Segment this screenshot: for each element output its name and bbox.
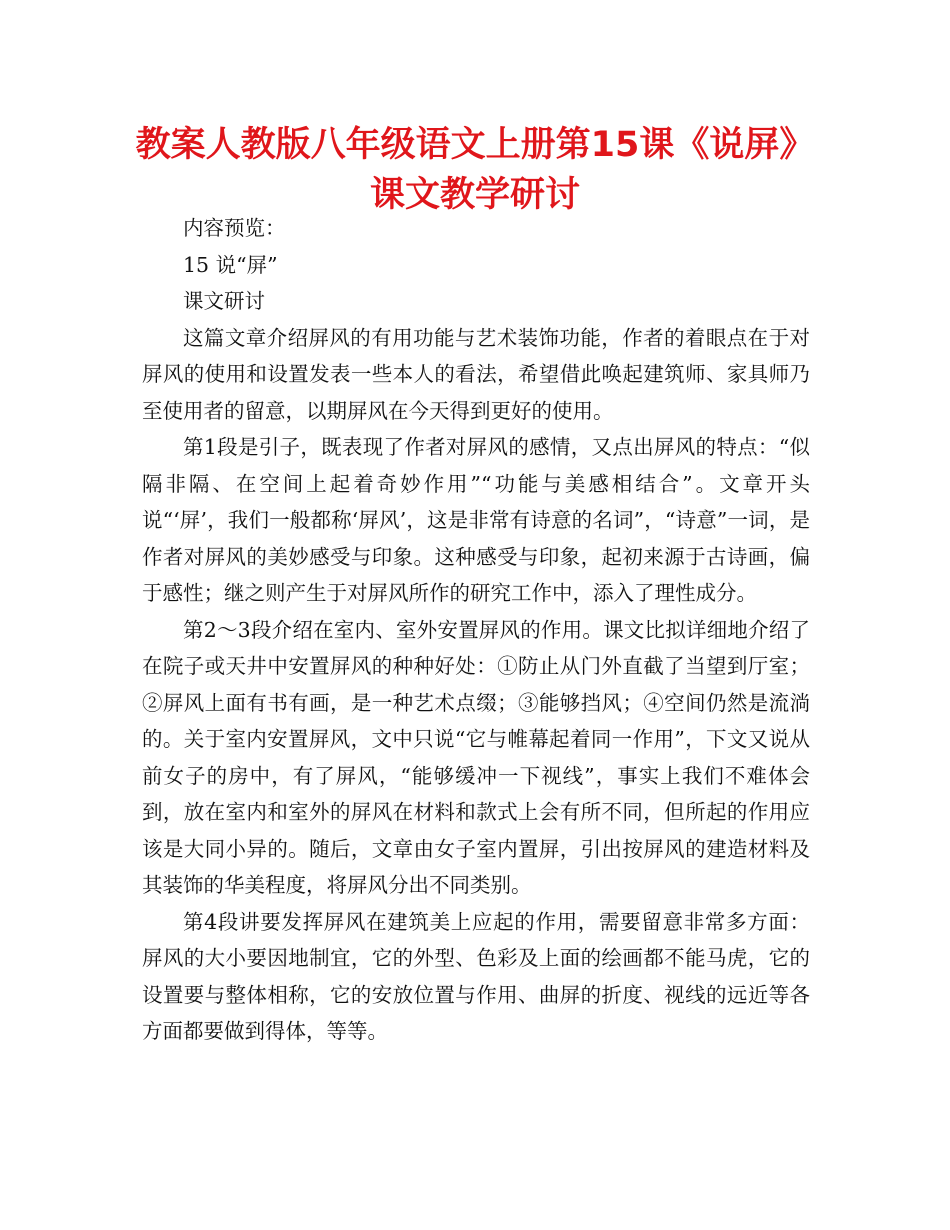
document-title: 教案人教版八年级语文上册第15课《说屏》课文教学研讨 [135, 125, 815, 215]
paragraph-section-1: 第1段是引子，既表现了作者对屏风的感情，又点出屏风的特点：“似隔非隔、在空间上起着奇妙作用”“功能与美感相结合”。文章开头说“‘屏’，我们一般都称‘屏风’，这是非常有诗意的名词”，“诗意”一词，是作者对屏风的美妙感受与印象。这种感受与印象，起初来源于古诗画，偏于感性；继之则产生于对屏风所作的研究工作中，添入了理性成分。 [142, 435, 810, 605]
document-body [142, 210, 810, 1050]
paragraph-section-heading: 课文研讨 [183, 289, 265, 313]
paragraph-preview-label: 内容预览： [183, 216, 286, 240]
paragraph-section-4: 第4段讲要发挥屏风在建筑美上应起的作用，需要留意非常多方面：屏风的大小要因地制宜，它的外型、色彩及上面的绘画都不能马虎，它的设置要与整体相称，它的安放位置与作用、曲屏的折度、视线的远近等各方面都要做到得体，等等。 [142, 909, 810, 1043]
paragraph-intro: 这篇文章介绍屏风的有用功能与艺术装饰功能，作者的着眼点在于对屏风的使用和设置发表一些本人的看法，希望借此唤起建筑师、家具师乃至使用者的留意，以期屏风在今天得到更好的使用。 [142, 325, 810, 423]
paragraph-lesson-heading: 15 说“屏” [183, 252, 278, 277]
paragraph-section-2-3: 第2～3段介绍在室内、室外安置屏风的作用。课文比拟详细地介绍了在院子或天井中安置屏风的种种好处：①防止从门外直截了当望到厅室；②屏风上面有书有画，是一种艺术点缀；③能够挡风；④空间仍然是流淌的。关于室内安置屏风，文中只说“它与帷幕起着同一作用”，下文又说从前女子的房中，有了屏风，“能够缓冲一下视线”，事实上我们不难体会到，放在室内和室外的屏风在材料和款式上会有所不同，但所起的作用应该是大同小异的。随后，文章由女子室内置屏，引出按屏风的建造材料及其装饰的华美程度，将屏风分出不同类别。 [142, 617, 810, 897]
